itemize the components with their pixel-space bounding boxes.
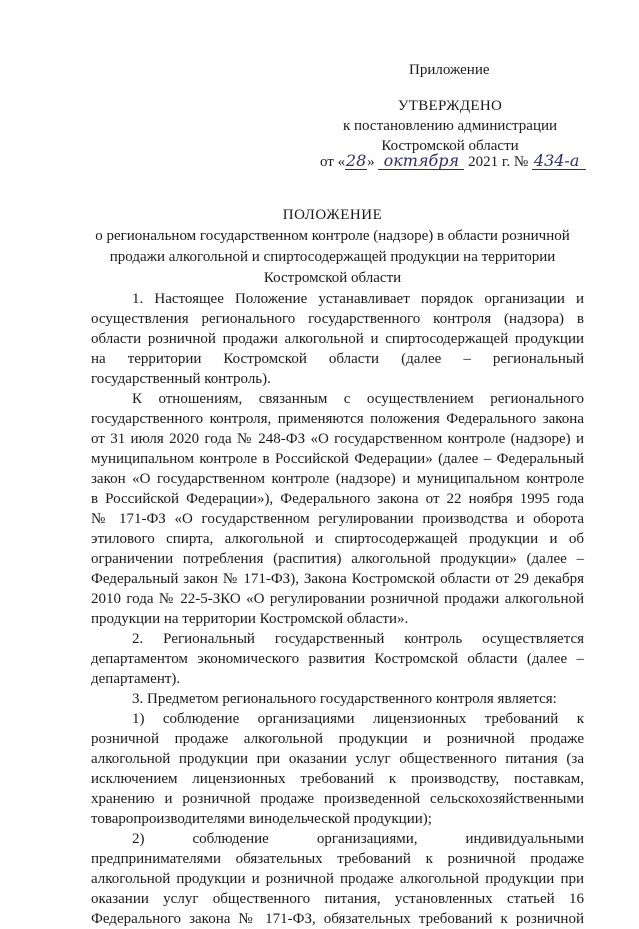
body-line: 1) соблюдение организациями лицензионных требований к [132,711,584,727]
body-line: закон «О государственном контроле (надзоре) и муниципальном контроле [91,471,584,487]
body-line: 1. Настоящее Положение устанавливает порядок организации и [132,291,584,307]
body-line: осуществления регионального государственного контроля (надзора) в [91,311,584,327]
appendix-label: Приложение [409,62,490,78]
date-prefix: от « [320,154,346,170]
body-line: Федеральный закон № 171-ФЗ), Закона Костромской области от 29 декабря [91,571,584,587]
body-line: 2. Региональный государственный контроль осуществляется [132,631,584,647]
handwritten-month: октября [378,152,464,170]
approved-heading: УТВЕРЖДЕНО [397,98,503,114]
body-line: муниципальном контроле в Российской Федерации» (далее – Федеральный [91,451,584,467]
document-title-block [60,205,605,289]
subtitle-line: Костромской области [263,270,402,286]
body-line: государственный контроль). [91,371,271,387]
body-line: области розничной продажи алкогольной и спиртосодержащей продукции [91,331,584,347]
body-line: алкогольной продукции и розничной продаже алкогольной продукции при [91,871,584,887]
handwritten-decree-number: 434-а [532,152,586,170]
handwritten-day: 28 [345,151,367,170]
body-line: алкогольной продукции при оказании услуг общественного питания (за [91,751,584,767]
body-line: государственного контроля, применяются положения Федерального закона [91,411,584,427]
body-line: 2) соблюдение организациями, индивидуальными [132,831,584,847]
decree-date-line [320,152,586,171]
subtitle-line: о региональном государственном контроле (надзоре) в области розничной [95,228,570,244]
body-line: на территории Костромской области (далее – региональный [91,351,584,367]
body-line: департаментом экономического развития Костромской области (далее – [91,651,584,667]
body-line: этилового спирта, алкогольной и спиртосодержащей продукции и об [91,531,584,547]
year-and-number-label: 2021 г. № [468,154,529,170]
body-line: в Российской Федерации»), Федерального закона от 22 ноября 1995 года [91,491,584,507]
body-line: хранению и розничной продаже произведенной сельскохозяйственными [91,791,584,807]
body-line: ограничении потребления (распития) алкогольной продукции» (далее – [91,551,584,567]
decree-reference: к постановлению администрации [342,118,558,134]
body-line: товаропроизводителями винодельческой продукции); [91,811,432,827]
body-line: К отношениям, связанным с осуществлением регионального [132,391,584,407]
body-line: от 31 июля 2020 года № 248-ФЗ «О государственном контроле (надзоре) и [91,431,584,447]
subtitle-line: продажи алкогольной и спиртосодержащей продукции на территории [109,249,556,265]
body-line: Федерального закона № 171-ФЗ, обязательных требований к розничной [91,911,584,927]
body-line: 2010 года № 22-5-ЗКО «О регулировании розничной продажи алкогольной [91,591,584,607]
body-line: 3. Предметом регионального государственного контроля является: [132,691,557,707]
date-quote-close: » [367,154,375,170]
body-line: оказании услуг общественного питания, установленных статьей 16 [91,891,584,907]
body-line: департамент). [91,671,181,687]
body-line: № 171-ФЗ «О государственном регулировании производства и оборота [91,511,584,527]
document-title: ПОЛОЖЕНИЕ [282,207,383,223]
body-line: предпринимателями обязательных требований к розничной продаже [91,851,584,867]
body-line: розничной продаже алкогольной продукции и розничной продаже [91,731,584,747]
approval-block [300,96,600,156]
document-body [91,289,584,929]
body-line: исключением лицензионных требований к производству, поставкам, [91,771,584,787]
body-line: продукции на территории Костромской области». [91,611,409,627]
region-name: Костромской области [381,138,519,154]
